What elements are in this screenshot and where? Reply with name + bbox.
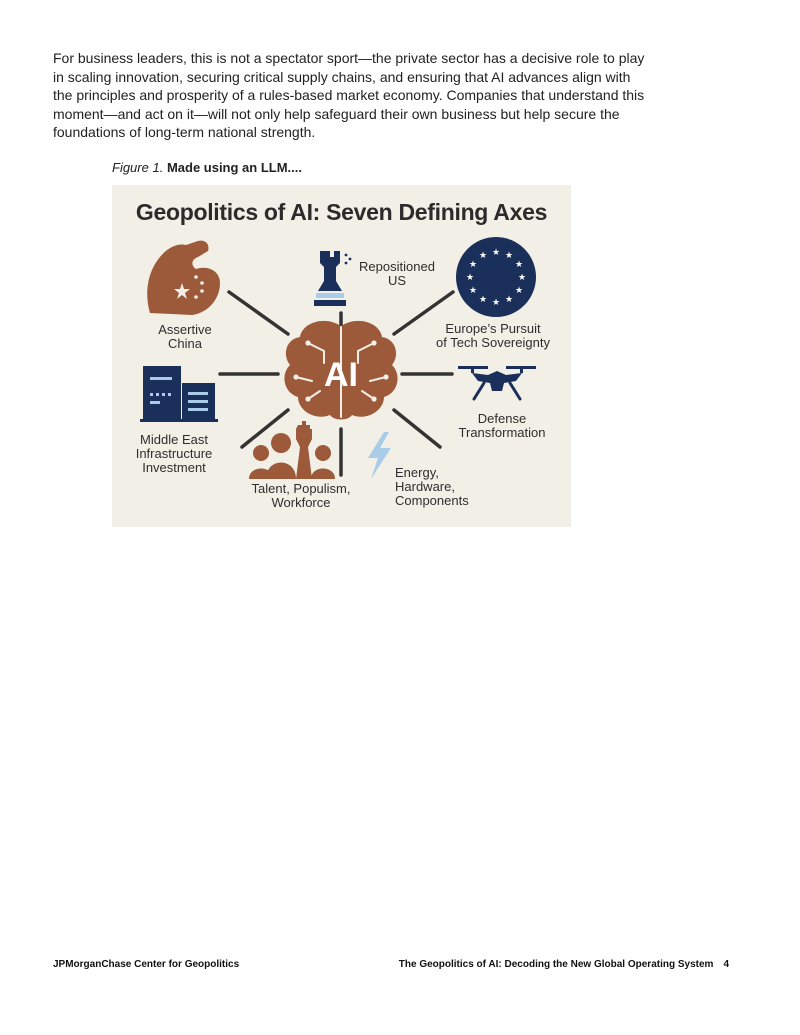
svg-text:★: ★ [514, 286, 524, 296]
svg-text:★: ★ [465, 273, 475, 283]
axis-label-repositioned-us: Repositioned US [359, 259, 435, 288]
infographic-title: Geopolitics of AI: Seven Defining Axes [135, 199, 548, 225]
paragraph-line: the principles and prosperity of a rules-based market economy. Companies that understand this [53, 87, 645, 103]
footer-organization: JPMorganChase Center for Geopolitics [53, 959, 240, 970]
svg-text:★: ★ [468, 260, 478, 270]
svg-text:★: ★ [491, 298, 501, 308]
axis-label-energy-hardware-components: Energy, Hardware, Components [395, 465, 469, 508]
figure-caption [112, 160, 302, 175]
svg-text:★: ★ [478, 295, 488, 305]
flexed-arm-china-flag-icon [147, 241, 220, 315]
brain-icon [284, 321, 397, 420]
paragraph-line: in scaling innovation, securing critical supply chains, and ensuring that AI advances align with [53, 68, 631, 85]
body-paragraph [53, 49, 663, 142]
svg-text:★: ★ [504, 251, 514, 261]
eu-flag-icon [456, 237, 536, 317]
axis-label-defense-transformation: Defense Transformation [458, 411, 546, 440]
svg-text:★: ★ [468, 286, 478, 296]
drone-icon [458, 366, 536, 399]
axis-label-talent-populism-workforce: Talent, Populism, Workforce [251, 481, 351, 510]
chess-rook-us-flag-icon [314, 251, 351, 306]
infographic-graphics [112, 185, 571, 527]
spoke-china [229, 292, 288, 334]
brain-center-label: AI [324, 356, 358, 394]
svg-text:★: ★ [517, 273, 527, 283]
svg-text:★: ★ [478, 251, 488, 261]
paragraph-line: foundations of long-term national strength. [53, 124, 316, 140]
figure-infographic [112, 185, 571, 527]
paragraph-line: moment—and act on it—will not only help safeguard their own business but help secure the [53, 105, 620, 122]
svg-text:★: ★ [504, 295, 514, 305]
page-number: 4 [723, 959, 729, 970]
figure-caption-label: Figure 1. [112, 160, 164, 175]
svg-text:★: ★ [514, 260, 524, 270]
figure-caption-text: Made using an LLM.... [166, 160, 302, 175]
footer-title-text: The Geopolitics of AI: Decoding the New Global Operating System [398, 959, 714, 970]
footer-document-title [399, 959, 729, 970]
spoke-defense-lower [394, 410, 440, 447]
axis-label-europe-tech-sovereignty: Europe’s Pursuit of Tech Sovereignty [436, 321, 550, 350]
lightning-bolt-icon [368, 432, 391, 479]
buildings-icon [140, 366, 218, 422]
axis-label-assertive-china: Assertive China [158, 322, 212, 351]
svg-text:★: ★ [491, 248, 501, 258]
paragraph-line: For business leaders, this is not a spectator sport—the private sector has a decisive role to play [53, 50, 645, 66]
axis-label-middle-east-infrastructure: Middle East Infrastructure Investment [135, 432, 213, 475]
